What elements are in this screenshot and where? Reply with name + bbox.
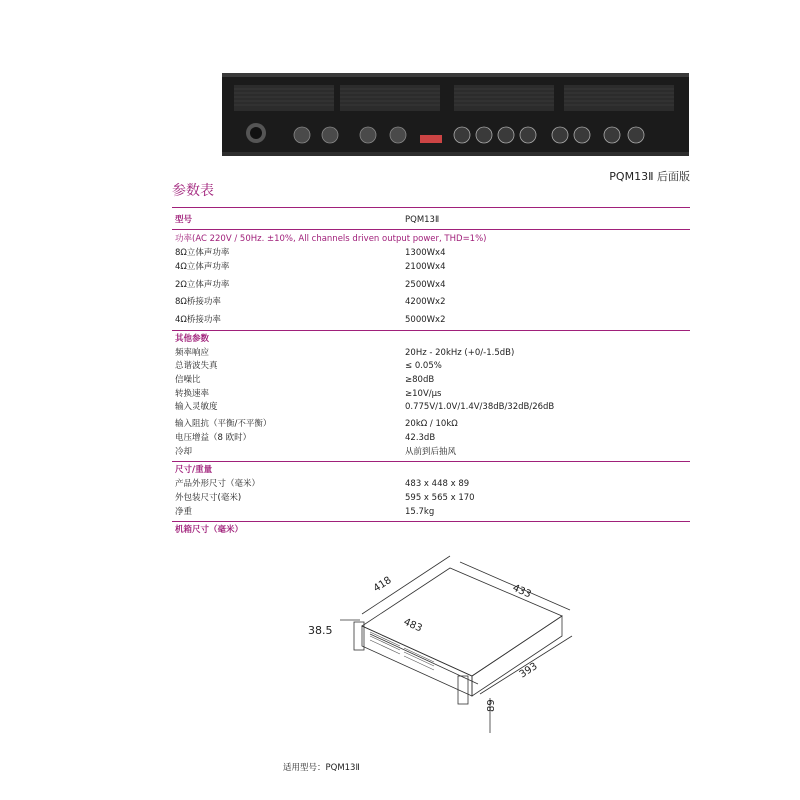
row-value: 2500Wx4 (405, 280, 446, 290)
row-value: 4200Wx2 (405, 297, 446, 307)
model-value: PQM13Ⅱ (405, 215, 440, 225)
row-value: 42.3dB (405, 433, 436, 443)
dim-393: 393 (517, 660, 540, 681)
row-value: 从前到后抽风 (405, 447, 457, 457)
dim-89: 89 (486, 699, 497, 712)
page-title: 参数表 (172, 183, 214, 199)
row-label: 8Ω桥接功率 (175, 297, 221, 307)
other-header: 其他参数 (175, 334, 210, 344)
row-label: 8Ω立体声功率 (175, 248, 230, 258)
row-label: 2Ω立体声功率 (175, 280, 230, 290)
row-value: 0.775V/1.0V/1.4V/38dB/32dB/26dB (405, 402, 555, 412)
row-label: 净重 (175, 507, 193, 517)
row-label: 4Ω立体声功率 (175, 262, 230, 272)
rear-panel-image (222, 73, 689, 156)
row-value: 1300Wx4 (405, 248, 446, 258)
row-label: 电压增益（8 欧时） (175, 433, 252, 443)
chassis-header: 机箱尺寸（毫米） (175, 525, 244, 535)
row-value: ≥10V/μs (405, 389, 442, 399)
row-label: 频率响应 (175, 348, 210, 358)
row-label: 信噪比 (175, 375, 201, 385)
row-value: ≤ 0.05% (405, 361, 442, 371)
row-label: 4Ω桥接功率 (175, 315, 221, 325)
divider (172, 461, 690, 462)
row-value: 20Hz - 20kHz (+0/-1.5dB) (405, 348, 515, 358)
row-value: 5000Wx2 (405, 315, 446, 325)
divider (172, 330, 690, 331)
divider (172, 207, 690, 208)
chassis-dimension-drawing (300, 548, 590, 738)
row-value: 20kΩ / 10kΩ (405, 419, 458, 429)
dim-38-5: 38.5 (308, 624, 333, 637)
row-value: ≥80dB (405, 375, 435, 385)
dim-418: 418 (371, 574, 394, 595)
row-value: 2100Wx4 (405, 262, 446, 272)
row-label: 输入灵敏度 (175, 402, 218, 412)
row-label: 产品外形尺寸（毫米） (175, 479, 261, 489)
row-label: 冷却 (175, 447, 193, 457)
model-label: 型号 (175, 215, 193, 225)
divider (172, 521, 690, 522)
applicable-model: 适用型号：PQM13Ⅱ (283, 763, 360, 773)
row-value: 483 x 448 x 89 (405, 479, 470, 489)
row-label: 输入阻抗（平衡/不平衡） (175, 419, 272, 429)
dim-483: 483 (401, 616, 424, 635)
row-value: 15.7kg (405, 507, 435, 517)
row-label: 转换速率 (175, 389, 210, 399)
size-header: 尺寸/重量 (175, 465, 213, 475)
dim-433: 433 (510, 582, 533, 601)
row-value: 595 x 565 x 170 (405, 493, 475, 503)
row-label: 外包装尺寸(毫米) (175, 493, 242, 503)
power-header: 功率(AC 220V / 50Hz. ±10%, All channels driven output power, THD=1%) (175, 234, 487, 244)
row-label: 总谐波失真 (175, 361, 218, 371)
product-caption: PQM13Ⅱ 后面版 (609, 170, 690, 183)
divider (172, 229, 690, 230)
